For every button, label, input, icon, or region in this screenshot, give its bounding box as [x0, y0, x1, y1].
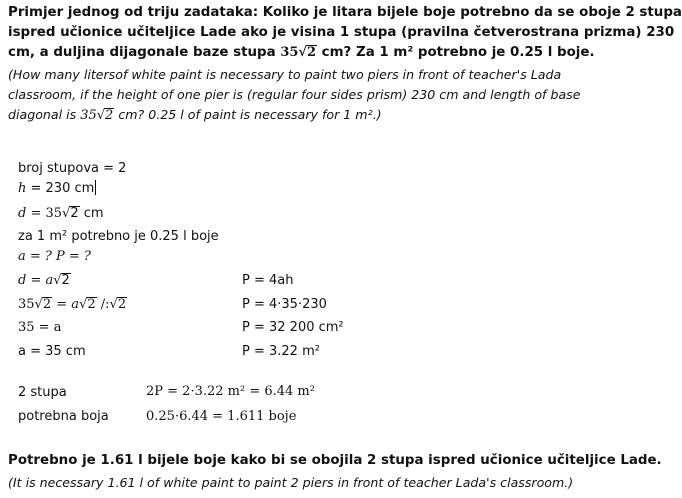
problem-line-3-end: cm? Za 1 m² potrebno je 0.25 l boje. [321, 45, 595, 60]
unknown-rest: = ? P = ? [25, 249, 91, 264]
step-left-2-val: 35 [18, 297, 35, 312]
step-left-4: a = 35 cm [18, 344, 86, 359]
step-left-1-eq: = a [26, 273, 54, 288]
step-left-1-root: 2 [61, 273, 70, 288]
problem-line-3 [8, 44, 595, 62]
step-right-2: P = 4·35·230 [242, 297, 327, 312]
step-right-1: P = 4ah [242, 273, 294, 288]
problem-diagonal-value: 35√2 [280, 45, 316, 60]
diagonal-unit: cm [83, 206, 104, 221]
translation-line-2: classroom, if the height of one pier is (regular four sides prism) 230 cm and length of base [8, 87, 581, 102]
conclusion-line-2: (It is necessary 1.61 l of white paint to paint 2 piers in front of teacher Lada's classroom.) [8, 475, 574, 490]
translation-line-3-text: diagonal is [8, 107, 77, 122]
problem-line-3-text: cm, a duljina dijagonale baze stupa [8, 45, 276, 60]
step-left-1: d = a√2 [18, 273, 70, 288]
step-right-3: P = 32 200 cm² [242, 320, 344, 335]
step-right-4: P = 3.22 m² [242, 344, 320, 359]
height-value: = 230 cm [26, 181, 95, 196]
diagonal-eq: = 35 [26, 206, 63, 221]
step-left-1-var: d [18, 273, 27, 288]
given-rate: za 1 m² potrebno je 0.25 l boje [18, 229, 219, 244]
step-left-3: 35 = a [18, 320, 62, 335]
translation-diagonal-value: 35√2 [80, 108, 114, 123]
summary-label-2: potrebna boja [18, 409, 109, 424]
diagonal-var: d [18, 206, 27, 221]
step-left-2-root2: 2 [87, 297, 96, 312]
step-left-2-root: 2 [42, 297, 52, 312]
diagonal-root: 2 [70, 206, 79, 221]
summary-label-1: 2 stupa [18, 385, 67, 400]
text-cursor [95, 180, 96, 195]
summary-calc-2: 0.25·6.44 = 1.611 boje [146, 409, 297, 424]
given-height[interactable] [18, 180, 96, 198]
summary-calc-1: 2P = 2·3.22 m² = 6.44 m² [146, 384, 315, 399]
given-count: broj stupova = 2 [18, 161, 127, 176]
problem-line-2: ispred učionice učiteljice Lade ako je visina 1 stupa (pravilna četverostrana prizma) 230 [8, 25, 675, 40]
translation-line-3 [8, 106, 382, 125]
given-unknowns [18, 248, 91, 266]
translation-line-1: (How many litersof white paint is necessary to paint two piers in front of teacher's Lada [8, 67, 562, 82]
step-left-2: 35√2 = a√2 /:√2 [18, 297, 127, 312]
step-left-2-root3: 2 [117, 297, 127, 312]
translation-line-3-end: cm? 0.25 l of paint is necessary for 1 m².) [118, 107, 382, 122]
step-left-2-mid: = a [52, 297, 80, 312]
problem-line-1: Primjer jednog od triju zadataka: Koliko je litara bijele boje potrebno da se oboje 2 stupa [8, 5, 682, 20]
conclusion-line-1: Potrebno je 1.61 l bijele boje kako bi se obojila 2 stupa ispred učionice učiteljice Lade. [8, 453, 662, 468]
given-diagonal: d = 35√2 cm [18, 206, 104, 221]
height-var: h [18, 181, 27, 196]
unknown-a: a [18, 249, 26, 264]
step-left-2-div: /: [96, 297, 110, 312]
